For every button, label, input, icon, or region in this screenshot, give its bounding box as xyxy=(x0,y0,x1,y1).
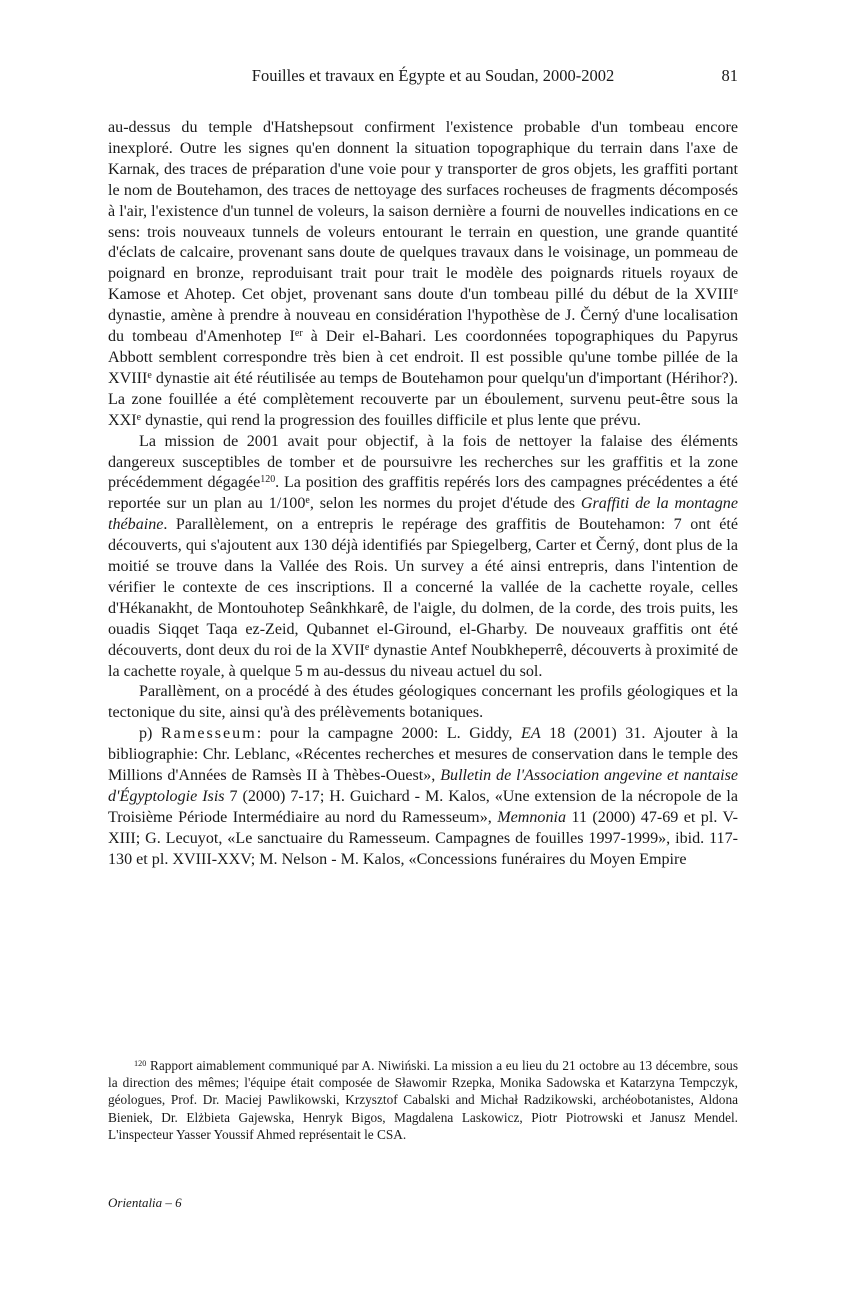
running-title: Fouilles et travaux en Égypte et au Soudan, 2000-2002 xyxy=(251,66,615,85)
paragraph: La mission de 2001 avait pour objectif, à la fois de nettoyer la falaise des éléments dangereux susceptibles de tomber et de poursuivre les recherches sur les graffitis et la zone précédemment dégagée$^{120}$. La position des graffitis repérés lors des campagnes précédentes a été reportée sur un plan au 1/100e, selon les normes du projet d'étude des Graffiti de la montagne thébaine. Parallèlement, on a entrepris le repérage des graffitis de Boutehamon: 7 ont été découverts, qui s'ajoutent aux 130 déjà identifiés par Spiegelberg, Carter et Černý, dont plus de la moitié se trouve dans la Vallée des Rois. Un survey a été ainsi entrepris, dans l'intention de vérifier le contexte de ces inscriptions. Il a concerné la vallée de la cachette royale, celles d'Hékanakht, de Montouhotep Seânkhkarê, de l'aigle, du dolmen, de la corde, des trois puits, les ouadis Siqqet Taqa ez-Zeid, Qubannet el-Giround, el-Gharby. De nouveaux graffitis ont été découverts, dont deux du roi de la XVIIe dynastie Antef Noubkheperrê, découverts à proximité de la cachette royale, à quelque 5 m au-dessus du niveau actuel du sol. xyxy=(108,432,739,680)
paragraph: au-dessus du temple d'Hatshepsout confirment l'existence probable d'un tombeau encore inexploré. Outre les signes qu'en donnent la situation topographique du terrain dans l'axe de Karnak, des traces de préparation d'une voie pour y transporter de gros objets, les graffiti portant le nom de Boutehamon, des traces de nettoyage des surfaces rocheuses de fragments décomposés à l'air, l'existence d'un tunnel de voleurs, la saison dernière a fourni de nouvelles indications en ce sens: trois nouveaux tunnels de voleurs entourant le terrain en question, une grande quantité d'éclats de calcaire, provenant sans doute de quelques travaux dans le voisinage, un pommeau de poignard en bronze, reproduisant trait pour trait le modèle des poignards rituels royaux de Kamose et Ahotep. Cet objet, provenant sans doute d'un tombeau pillé du début de la XVIIIe dynastie, amène à prendre à nouveau en considération l'hypothèse de J. Černý d'une localisation du tombeau d'Amenhotep Ier à Deir el-Bahari. Les coordonnées topographiques du Papyrus Abbott semblent correspondre très bien à cet endroit. Il est possible qu'une tombe pillée de la XVIIIe dynastie ait été réutilisée au temps de Boutehamon pour quelqu'un d'important (Hérihor?). La zone fouillée a été complètement recouverte par un éboulement, survenu peut-être sous la XXIe dynastie, qui rend la progression des fouilles difficile et plus lente que prévu. xyxy=(108,119,738,429)
section-label: p) xyxy=(139,725,161,743)
footnote-number: 120 xyxy=(134,1058,147,1068)
running-header xyxy=(108,66,738,86)
signature-mark: Orientalia – 6 xyxy=(108,1195,182,1210)
paragraph: p) Ramesseum: pour la campagne 2000: L. Giddy, EA 18 (2001) 31. Ajouter à la bibliographie: Chr. Leblanc, «Récentes recherches et mesures de conservation dans le temple des Millions d'Années de Ramsès II à Thèbes-Ouest», Bulletin de l'Association angevine et nantaise d'Égyptologie Isis 7 (2000) 7-17; H. Guichard - M. Kalos, «Une extension de la nécropole de la Troisième Période Intermédiaire au nord du Ramesseum», Memnonia 11 (2000) 47-69 et pl. V-XIII; G. Lecuyot, «Le sanctuaire du Ramesseum. Campagnes de fouilles 1997-1999», ibid. 117-130 et pl. XVIII-XXV; M. Nelson - M. Kalos, «Concessions funéraires du Moyen Empire xyxy=(108,725,739,868)
page-number: 81 xyxy=(721,66,738,85)
footnote-reference[interactable]: 120 xyxy=(260,474,276,486)
paragraph: Parallèment, on a procédé à des études géologiques concernant les profils géologiques et la tectonique du site, ainsi qu'à des prélèvements botaniques. xyxy=(108,683,738,722)
footnotes xyxy=(108,1057,738,1143)
footnote-text: Rapport aimablement communiqué par A. Niwiński. La mission a eu lieu du 21 octobre au 13 décembre, sous la direction des mêmes; l'équipe était composée de Sławomir Rzepka, Monika Sadowska et Katarzyna Tempczyk, géologues, Prof. Dr. Maciej Pawlikowski, Krzysztof Cabalski and Michał Radzikowski, archéobotanistes, Aldona Bieniek, Dr. Elżbieta Gajewska, Henryk Bigos, Magdalena Laskowicz, Piotr Piotrowski et Janusz Mendel. L'inspecteur Yasser Youssif Ahmed représentait le CSA. xyxy=(108,1058,738,1142)
section-heading: Ramesseum xyxy=(160,725,257,743)
footnote xyxy=(108,1057,738,1143)
main-text xyxy=(108,118,738,871)
